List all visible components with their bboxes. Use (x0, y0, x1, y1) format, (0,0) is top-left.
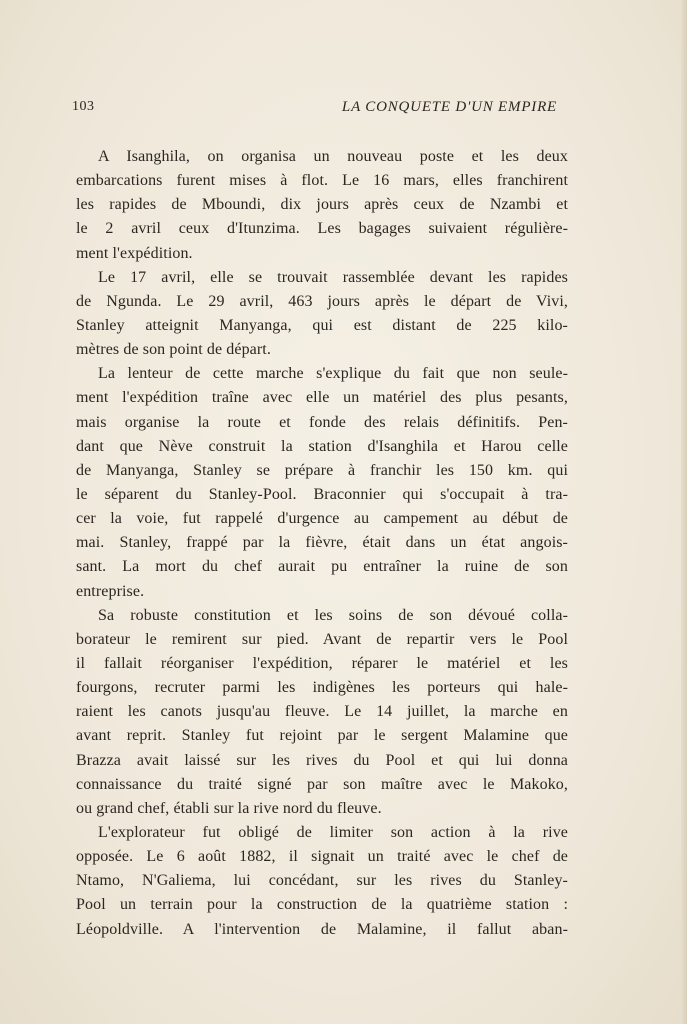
text-line: de Manyanga, Stanley se prépare à franchir les 150 km. qui (76, 461, 568, 479)
text-line: Sa robuste constitution et les soins de son dévoué colla- (98, 606, 568, 624)
text-line: connaissance du traité signé par son maître avec le Makoko, (76, 775, 568, 793)
text-line: fourgons, recruter parmi les indigènes les porteurs qui hale- (76, 679, 568, 697)
text-line: Brazza avait laissé sur les rives du Pool et qui lui donna (76, 751, 568, 769)
text-line: mais organise la route et fonde des relais définitifs. Pen- (76, 413, 568, 431)
text-line: il fallait réorganiser l'expédition, réparer le matériel et les (76, 654, 568, 672)
text-line: cer la voie, fut rappelé d'urgence au campement au début de (76, 510, 568, 528)
page-edge (681, 0, 687, 1024)
text-line: embarcations furent mises à flot. Le 16 mars, elles franchirent (76, 172, 568, 190)
text-line: mai. Stanley, frappé par la fièvre, était dans un état angois- (76, 534, 568, 552)
text-line: Stanley atteignit Manyanga, qui est distant de 225 kilo- (76, 316, 568, 334)
text-line: les rapides de Mboundi, dix jours après ceux de Nzambi et (76, 196, 568, 214)
text-line: Léopoldville. A l'intervention de Malamine, il fallut aban- (76, 920, 568, 938)
text-line: ment l'expédition traîne avec elle un matériel des plus pesants, (76, 389, 568, 407)
text-line: La lenteur de cette marche s'explique du fait que non seule- (98, 365, 568, 383)
text-line: dant que Nève construit la station d'Isanghila et Harou celle (76, 437, 568, 455)
text-line: Pool un terrain pour la construction de la quatrième station : (76, 896, 568, 914)
running-header (72, 99, 557, 119)
text-line: le 2 avril ceux d'Itunzima. Les bagages suivaient régulière- (76, 220, 568, 238)
text-line: L'explorateur fut obligé de limiter son action à la rive (98, 823, 568, 841)
text-line: de Ngunda. Le 29 avril, 463 jours après le départ de Vivi, (76, 292, 568, 310)
text-line: le séparent du Stanley-Pool. Braconnier qui s'occupait à tra- (76, 485, 568, 503)
text-line: Le 17 avril, elle se trouvait rassemblée devant les rapides (98, 268, 568, 286)
running-title: LA CONQUETE D'UN EMPIRE (341, 99, 557, 115)
page-number: 103 (72, 99, 95, 114)
text-line: entreprise. (76, 582, 145, 600)
text-line: mètres de son point de départ. (76, 341, 271, 359)
text-line: opposée. Le 6 août 1882, il signait un traité avec le chef de (76, 848, 568, 866)
body-text (76, 145, 568, 942)
text-line: raient les canots jusqu'au fleuve. Le 14 juillet, la marche en (76, 703, 568, 721)
text-line: sant. La mort du chef aurait pu entraîner la ruine de son (76, 558, 568, 576)
text-line: A Isanghila, on organisa un nouveau poste et les deux (98, 148, 568, 165)
text-line: avant reprit. Stanley fut rejoint par le sergent Malamine que (76, 727, 568, 745)
text-line: borateur le remirent sur pied. Avant de repartir vers le Pool (76, 630, 568, 648)
text-line: ou grand chef, établi sur la rive nord du fleuve. (76, 799, 382, 817)
text-line: ment l'expédition. (76, 244, 193, 262)
text-line: Ntamo, N'Galiema, lui concédant, sur les rives du Stanley- (76, 872, 568, 890)
